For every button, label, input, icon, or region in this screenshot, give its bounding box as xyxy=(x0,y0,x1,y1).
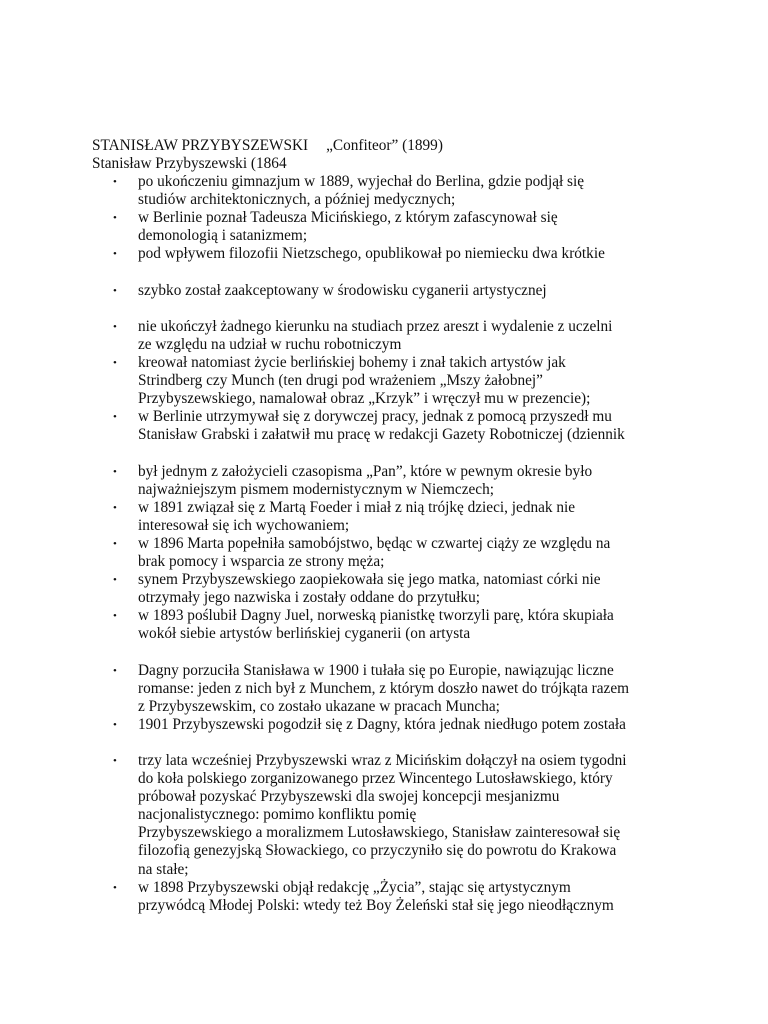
list-item-text: w 1896 Marta popełniła samobójstwo, będąc w czwartej ciąży ze względu na brak pomocy i wsparcia ze strony męża; xyxy=(138,534,611,570)
list-item-text: synem Przybyszewskiego zaopiekowała się jego matka, natomiast córki nie otrzymały jego nazwiska i zostały oddane do przytułku; xyxy=(138,571,601,607)
bullet-icon: • xyxy=(113,881,117,894)
list-item xyxy=(0,282,768,300)
list-item xyxy=(0,607,768,643)
bullet-list xyxy=(0,173,768,915)
list-item-text: w 1893 poślubił Dagny Juel, norweską pianistkę tworzyli parę, która skupiała wokół siebie artystów berlińskiej cyganerii (on artysta xyxy=(138,607,614,643)
list-item xyxy=(0,662,768,716)
heading-work-title: „Confiteor” (1899) xyxy=(326,137,443,154)
list-item xyxy=(0,879,768,915)
list-item-text: po ukończeniu gimnazjum w 1889, wyjechał do Berlina, gdzie podjął się studiów architektonicznych, a później medycznych; xyxy=(138,173,585,209)
bullet-icon: • xyxy=(113,718,117,731)
list-item-text: Dagny porzuciła Stanisława w 1900 i tułała się po Europie, nawiązując liczne romanse: jeden z nich był z Munchem, z którym doszło nawet do trójkąta razem z Przybyszewskim, co zostało ukazane w pracach Muncha; xyxy=(138,661,630,715)
list-item-text: trzy lata wcześniej Przybyszewski wraz z Micińskim dołączył na osiem tygodni do koła polskiego zorganizowanego przez Wincentego Lutosławskiego, który próbował pozyskać Przybyszewski dla swojej koncepcji mesjanizmu nacjonalistycznego: pomimo konfliktu pomię Przybyszewskiego a moralizmem Lutosławskiego, Stanisław zainteresował się filozofią genezyjską Słowackiego, co przyczyniło się do powrotu do Krakowa na stałe; xyxy=(138,752,627,878)
list-item-text: w Berlinie poznał Tadeusza Micińskiego, z którym zafascynował się demonologią i satanizmem; xyxy=(138,209,558,245)
bullet-icon: • xyxy=(113,755,117,767)
document-heading xyxy=(92,137,443,155)
list-item-text: pod wpływem filozofii Nietzschego, opublikował po niemiecku dwa krótkie xyxy=(138,245,605,263)
list-item-text: szybko został zaakceptowany w środowisku cyganerii artystycznej xyxy=(138,281,547,299)
list-item xyxy=(0,535,768,571)
bullet-icon: • xyxy=(113,411,117,424)
bullet-icon: • xyxy=(113,248,117,261)
list-item xyxy=(0,245,768,263)
list-item-text: w 1898 Przybyszewski objął redakcję „Życia”, stając się artystycznym przywódcą Młodej Polski: wtedy też Boy Żeleński stał się jego nieodłącznym xyxy=(138,878,614,914)
list-item xyxy=(0,209,768,245)
list-item xyxy=(0,354,768,408)
bullet-icon: • xyxy=(113,664,117,677)
bullet-icon: • xyxy=(113,212,117,225)
list-item xyxy=(0,408,768,444)
bullet-icon: • xyxy=(113,284,117,297)
bullet-icon: • xyxy=(113,537,117,550)
heading-author: STANISŁAW PRZYBYSZEWSKI xyxy=(92,137,309,154)
list-item-text: 1901 Przybyszewski pogodził się z Dagny, która jednak niedługo potem została xyxy=(138,715,626,733)
document-subheading: Stanisław Przybyszewski (1864 xyxy=(92,155,287,172)
list-item xyxy=(0,571,768,607)
list-item xyxy=(0,463,768,499)
list-item xyxy=(0,752,768,879)
list-item-text: kreował natomiast życie berlińskiej bohemy i znał takich artystów jak Strindberg czy Munch (ten drugi pod wrażeniem „Mszy żałobnej” Przybyszewskiego, namalował obraz „Krzyk” i wręczył mu w prezencie); xyxy=(138,353,591,408)
bullet-icon: • xyxy=(113,501,117,514)
bullet-icon: • xyxy=(113,320,117,333)
bullet-icon: • xyxy=(113,356,117,369)
list-item-text: w Berlinie utrzymywał się z dorywczej pracy, jednak z pomocą przyszedł mu Stanisław Grabski i załatwił mu pracę w redakcji Gazety Robotniczej (dziennik xyxy=(138,408,625,444)
bullet-icon: • xyxy=(113,610,117,623)
list-item xyxy=(0,318,768,354)
list-item xyxy=(0,716,768,734)
bullet-icon: • xyxy=(113,574,117,587)
list-item-text: w 1891 związał się z Martą Foeder i miał z nią trójkę dzieci, jednak nie interesował się ich wychowaniem; xyxy=(138,498,576,534)
list-item-text: był jednym z założycieli czasopisma „Pan”, które w pewnym okresie było najważniejszym pismem modernistycznym w Niemczech; xyxy=(138,462,593,498)
bullet-icon: • xyxy=(113,465,117,478)
list-item xyxy=(0,499,768,535)
bullet-icon: • xyxy=(113,176,117,188)
list-item xyxy=(0,173,768,209)
list-item-text: nie ukończył żadnego kierunku na studiach przez areszt i wydalenie z uczelni ze względu na udział w ruchu robotniczym xyxy=(138,317,613,353)
